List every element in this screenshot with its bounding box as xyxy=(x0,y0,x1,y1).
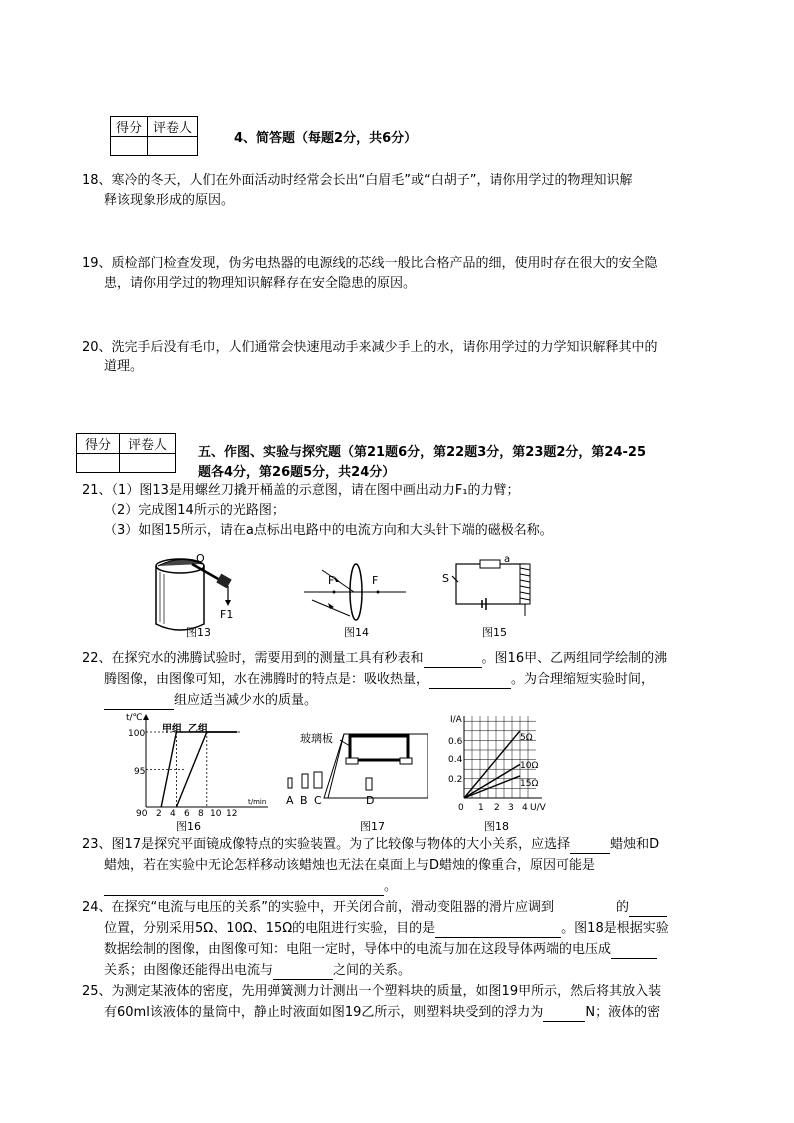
q22-blank-3[interactable] xyxy=(104,695,174,710)
candle-C xyxy=(314,772,322,788)
q23-blank-1[interactable] xyxy=(570,839,610,854)
x-tick-4: 4 xyxy=(522,803,528,813)
legend-yi: 乙组 xyxy=(188,724,208,735)
q22-text-a: 22、在探究水的沸腾试验时，需要用到的测量工具有秒表和 xyxy=(82,651,424,666)
y-tick-100: 100 xyxy=(128,729,146,739)
label-10ohm: 10Ω xyxy=(520,761,539,771)
fig18-caption: 图18 xyxy=(484,820,509,833)
x-tick-8: 8 xyxy=(198,809,204,818)
q23-text-b: 蜡烛和D xyxy=(610,837,660,852)
q24-text-b: 的 xyxy=(616,900,630,915)
grader-label: 评卷人 xyxy=(148,117,198,137)
q24-text-e: 数据绘制的图像，由图像可知：电阻一定时，导体中的电流与加在这段导体两端的电压成 xyxy=(104,942,612,957)
y-tick-95: 95 xyxy=(134,767,146,777)
q23-text-c: 。 xyxy=(384,879,398,894)
q22-blank-2[interactable] xyxy=(429,674,511,689)
q22-blank-1[interactable] xyxy=(424,653,482,668)
x-tick-2: 2 xyxy=(156,809,162,818)
table-top xyxy=(324,734,428,798)
q22-text-c: 腾图像，由图像可知，水在沸腾时的特点是：吸收热量， xyxy=(104,672,430,687)
q20-line1: 20、洗完手后没有毛巾，人们通常会快速甩动手来减少手上的水，请你用学过的力学知识解释其中的 xyxy=(82,340,658,355)
q24-text-f: 关系；由图像还能得出电流与 xyxy=(104,963,274,978)
y-tick-06: 0.6 xyxy=(448,737,463,747)
q24-blank-2[interactable] xyxy=(435,923,561,938)
y-label: t/℃ xyxy=(126,713,143,723)
legend-jia: 甲组 xyxy=(162,724,182,735)
label-D: D xyxy=(366,794,375,807)
candle-A xyxy=(288,778,292,788)
label-S: S xyxy=(442,572,449,585)
series-line-jia xyxy=(161,732,237,807)
section5-title-line1: 五、作图、实验与探究题（第21题6分，第22题3分，第23题2分，第24-25 xyxy=(198,445,646,460)
label-O: O xyxy=(196,552,205,565)
candle-D xyxy=(366,778,372,790)
fig17-caption: 图17 xyxy=(360,820,385,833)
stand-left xyxy=(346,758,358,764)
q23-line2: 蜡烛，若在实验中无论怎样移动该蜡烛也无法在桌面上与D蜡烛的像重合，原因可能是 xyxy=(104,858,596,873)
q18-line1: 18、寒冷的冬天，人们在外面活动时经常会长出“白眉毛”或“白胡子”，请你用学过的物理知识解 xyxy=(82,173,633,188)
label-15ohm: 15Ω xyxy=(520,779,539,789)
grader-cell xyxy=(148,137,198,156)
q22-text-e: 组应适当减少水的质量。 xyxy=(174,693,318,708)
q24-text-d: 。图18是根据实验 xyxy=(561,921,669,936)
label-A: A xyxy=(286,794,294,807)
q22-text-b: 。图16甲、乙两组同学绘制的沸 xyxy=(481,651,668,666)
q22-line1 xyxy=(82,650,667,668)
q24-blank-1[interactable] xyxy=(629,902,667,917)
q22-text-d: 。为合理缩短实验时间， xyxy=(511,672,655,687)
q23-blank-2[interactable] xyxy=(104,881,384,896)
fig14-caption: 图14 xyxy=(344,626,369,639)
stand-right xyxy=(400,758,412,764)
y-tick-02: 0.2 xyxy=(448,775,463,785)
q24-text-c: 位置，分别采用5Ω、10Ω、15Ω的电阻进行实验，目的是 xyxy=(104,921,436,936)
glass-label: 玻璃板 xyxy=(300,732,333,745)
figure-14 xyxy=(300,560,410,626)
label-B: B xyxy=(300,794,308,807)
label-a: a xyxy=(504,554,511,565)
grader-cell xyxy=(120,454,176,473)
q25-text-a: 有60ml该液体的量筒中，静止时液面如图19乙所示，则塑料块受到的浮力为 xyxy=(104,1005,544,1020)
x-tick-12: 12 xyxy=(226,809,238,818)
section5-score-table xyxy=(76,433,176,473)
q25-text-b: N；液体的密 xyxy=(585,1005,661,1020)
label-5ohm: 5Ω xyxy=(520,733,533,743)
q24-text-a: 24、在探究“电流与电压的关系”的实验中，开关闭合前，滑动变阻器的滑片应调到 xyxy=(82,900,555,915)
q24-blank-3[interactable] xyxy=(611,944,657,959)
q21-line1: 21、（1）图13是用螺丝刀撬开桶盖的示意图，请在图中画出动力F₁的力臂； xyxy=(82,483,520,498)
glass-frame xyxy=(350,736,408,760)
q24-blank-4[interactable] xyxy=(273,965,333,980)
x-tick-0: 0 xyxy=(458,803,464,813)
fig15-caption: 图15 xyxy=(482,626,507,639)
y-axis-arrow xyxy=(143,714,149,720)
fig16-caption: 图16 xyxy=(176,820,201,833)
q25-line1: 25、为测定某液体的密度，先用弹簧测力计测出一个塑料块的质量，如图19甲所示，然后将其放入装 xyxy=(82,984,662,999)
x-tick-6: 6 xyxy=(184,809,190,818)
x-tick-10: 10 xyxy=(210,809,222,818)
x-tick-4: 4 xyxy=(170,809,176,818)
score-cell xyxy=(111,137,148,156)
q25-blank-1[interactable] xyxy=(543,1007,585,1022)
score-cell xyxy=(77,454,120,473)
candle-B xyxy=(302,774,308,788)
x-tick-2: 2 xyxy=(494,803,500,813)
q24-space xyxy=(554,903,616,917)
y-label: I/A xyxy=(450,715,462,725)
q21-line3: （3）如图15所示，请在a点标出电路中的电流方向和大头针下端的磁极名称。 xyxy=(104,523,553,538)
q21-line2: （2）完成图14所示的光路图； xyxy=(104,503,285,518)
x-label: t/min xyxy=(248,798,267,806)
label-F-right: F xyxy=(372,574,379,587)
q24-line1 xyxy=(82,899,667,917)
grader-label: 评卷人 xyxy=(120,434,176,454)
label-C: C xyxy=(314,794,322,807)
q24-line3 xyxy=(104,941,657,959)
x-tick-1: 1 xyxy=(478,803,484,813)
q23-line1 xyxy=(82,836,659,854)
x-label: U/V xyxy=(530,803,546,813)
q23-line3 xyxy=(104,878,397,896)
q25-line2 xyxy=(104,1004,660,1022)
score-label: 得分 xyxy=(111,117,148,137)
label-F1: F1 xyxy=(220,608,234,621)
series-line-0 xyxy=(464,731,520,798)
section5-title-line2: 题各4分，第26题5分，共24分） xyxy=(198,465,396,480)
fig13-caption: 图13 xyxy=(186,626,211,639)
score-label: 得分 xyxy=(77,434,120,454)
figure-15 xyxy=(440,552,540,622)
y-tick-04: 0.4 xyxy=(448,755,463,765)
figure-17 xyxy=(284,718,428,810)
q18-line2: 释该现象形成的原因。 xyxy=(104,193,235,208)
q24-line2 xyxy=(104,920,669,938)
q24-text-g: 之间的关系。 xyxy=(333,963,412,978)
q22-line2 xyxy=(104,671,654,689)
q22-line3 xyxy=(104,692,317,710)
figure-18-chart xyxy=(446,710,546,814)
section4-title: 4、简答题（每题2分，共6分） xyxy=(234,131,418,146)
x-tick-90: 90 xyxy=(136,809,148,818)
q23-text-a: 23、图17是探究平面镜成像特点的实验装置。为了比较像与物体的大小关系，应选择 xyxy=(82,837,571,852)
q24-line4 xyxy=(104,962,411,980)
figure-16-chart xyxy=(122,712,272,818)
label-F-left: F xyxy=(328,574,335,587)
section4-score-table xyxy=(110,116,198,156)
x-tick-3: 3 xyxy=(508,803,514,813)
q19-line2: 患，请你用学过的物理知识解释存在安全隐患的原因。 xyxy=(104,276,417,291)
q19-line1: 19、质检部门检查发现，伪劣电热器的电源线的芯线一般比合格产品的细，使用时存在很大的安全隐 xyxy=(82,256,658,271)
q20-line2: 道理。 xyxy=(104,359,144,374)
